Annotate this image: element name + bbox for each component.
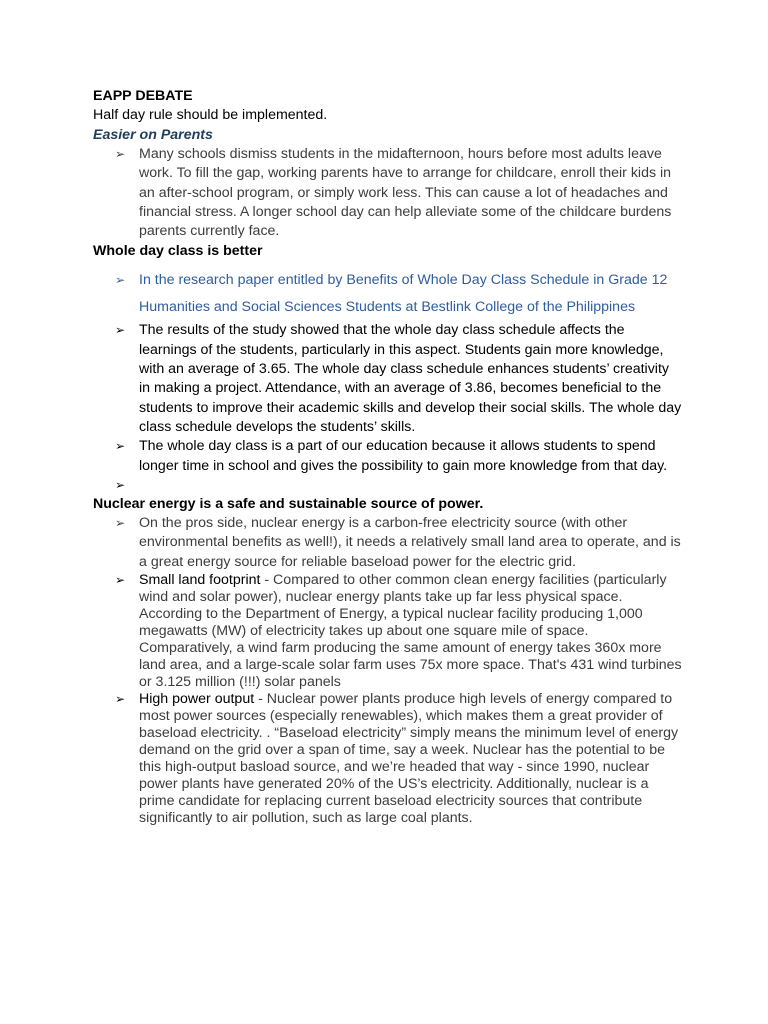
bullet-list-parents: [93, 145, 683, 241]
bullet-text: On the pros side, nuclear energy is a carbon-free electricity source (with other environmental benefits as well!), it needs a relatively small land area to operate, and is a great energy source for reliable baseload power for the electric grid.: [139, 515, 681, 570]
section-heading-nuclear: Nuclear energy is a safe and sustainable source of power.: [93, 496, 484, 513]
bullet-lead: Small land footprint: [139, 572, 261, 589]
arrow-bullet-icon: ➢: [115, 692, 126, 707]
list-item: [93, 267, 683, 321]
section-heading-easier-on-parents: Easier on Parents: [93, 127, 213, 143]
list-item: [93, 321, 683, 437]
debate-motion: Half day rule should be implemented.: [93, 107, 328, 123]
list-item: [93, 514, 683, 572]
arrow-bullet-icon: ➢: [115, 273, 126, 288]
arrow-bullet-icon: ➢: [115, 147, 126, 161]
document-body: [93, 87, 683, 827]
list-item: [93, 145, 683, 241]
section-heading-whole-day: Whole day class is better: [93, 243, 263, 260]
arrow-bullet-icon: ➢: [115, 477, 126, 492]
arrow-bullet-icon: ➢: [115, 516, 126, 531]
arrow-bullet-icon: ➢: [115, 439, 126, 454]
list-item-empty: [93, 476, 683, 495]
document-title: EAPP DEBATE: [93, 88, 193, 104]
bullet-list-nuclear: [93, 514, 683, 827]
arrow-bullet-icon: ➢: [115, 323, 126, 338]
bullet-text: - Compared to other common clean energy facilities (particularly wind and solar power), nuclear energy plants take up far less physical space. According to the Department of Energy, a typical nuclear facility producing 1,000 megawatts (MW) of electricity takes up about one square mile of space. Comparatively, a wind farm producing the same amount of energy takes 360x more land area, and a large-scale solar farm uses 75x more space. That's 431 wind turbines or 3.125 million (!!!) solar panels: [139, 572, 682, 691]
bullet-text: The results of the study showed that the whole day class schedule affects the learnings of the students, particularly in this aspect. Students gain more knowledge, with an average of 3.65. The whole day class schedule enhances students’ creativity in making a project. Attendance, with an average of 3.86, becomes beneficial to the students to improve their academic skills and develop their social skills. The whole day class schedule develops the students’ skills.: [139, 322, 682, 435]
bullet-text: - Nuclear power plants produce high levels of energy compared to most power sources (especially renewables), which makes them a great provider of baseload electricity. . “Baseload electricity” simply means the minimum level of energy demand on the grid over a span of time, say a week. Nuclear has the potential to be this high-output basload source, and we’re headed that way - since 1990, nuclear power plants have generated 20% of the US’s electricity. Additionally, nuclear is a prime candidate for replacing current baseload electricity sources that contribute significantly to air pollution, such as large coal plants.: [139, 691, 679, 827]
bullet-text: The whole day class is a part of our education because it allows students to spend longer time in school and gives the possibility to gain more knowledge from that day.: [139, 438, 668, 474]
list-item: [93, 572, 683, 691]
bullet-text: [139, 477, 143, 493]
bullet-text: In the research paper entitled by Benefits of Whole Day Class Schedule in Grade 12 Humanities and Social Sciences Students at Bestlink College of the Philippines: [139, 272, 668, 316]
bullet-lead: High power output: [139, 691, 255, 708]
arrow-bullet-icon: ➢: [115, 573, 126, 588]
bullet-text: Many schools dismiss students in the midafternoon, hours before most adults leave work. To fill the gap, working parents have to arrange for childcare, enroll their kids in an after-school program, or simply work less. This can cause a lot of headaches and financial stress. A longer school day can help alleviate some of the childcare burdens parents currently face.: [139, 146, 672, 240]
list-item: [93, 437, 683, 476]
list-item: [93, 691, 683, 827]
bullet-list-whole-day: [93, 267, 683, 495]
